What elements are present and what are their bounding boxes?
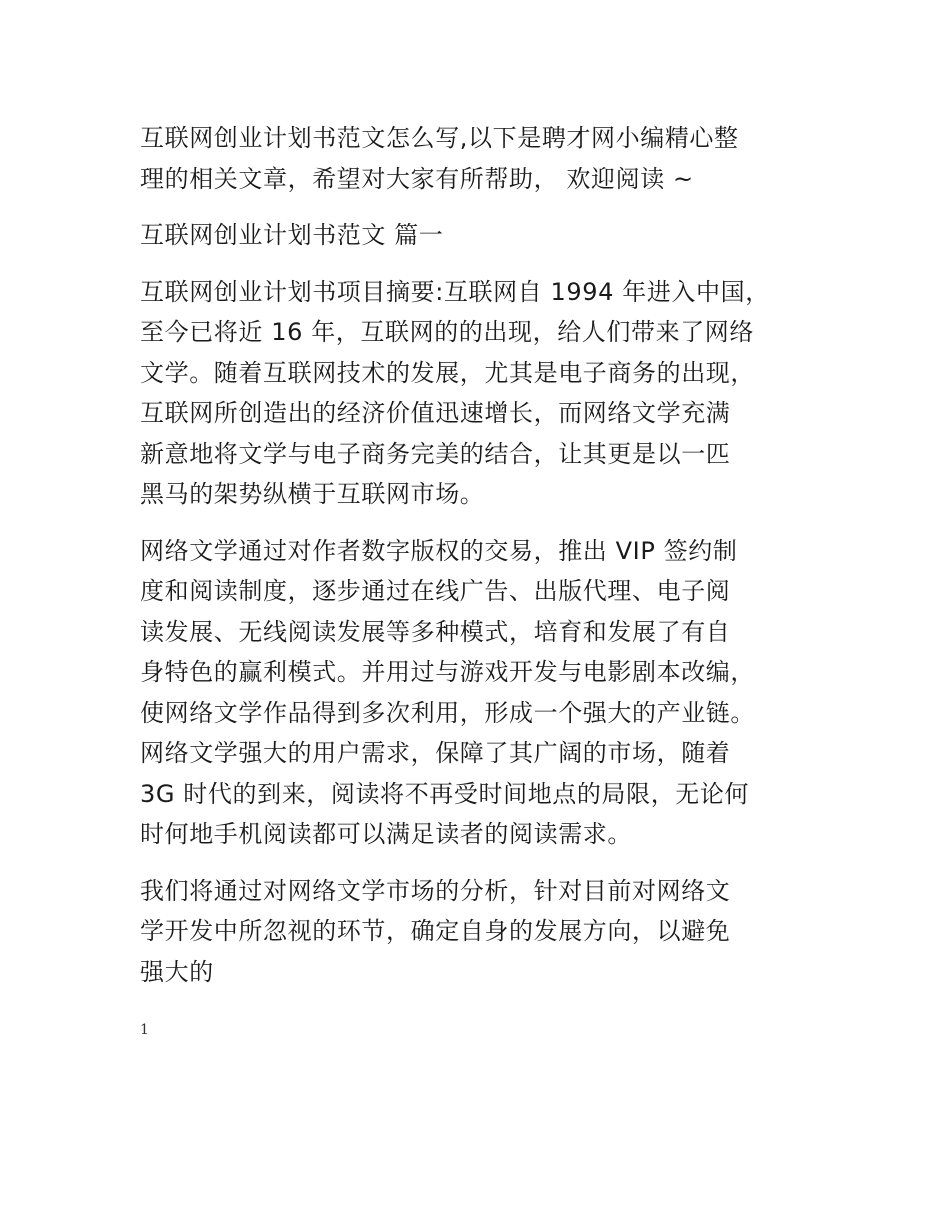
document-body xyxy=(140,118,820,1008)
strategy-paragraph: 我们将通过对网络文学市场的分析，针对目前对网络文 学开发中所忽视的环节，确定自身的发展方向，以避免 强大的 xyxy=(140,876,731,986)
business-model-paragraph: 网络文学通过对作者数字版权的交易，推出 VIP 签约制 度和阅读制度，逐步通过在线广告、出版代理、电子阅 读发展、无线阅读发展等多种模式，培育和发展了有自 身特色的赢利模式。并用过与游戏开发与电影剧本改编， 使网络文学作品得到多次利用，形成一个强大的产业链。 网络文学强大的用户需求，保障了其广阔的市场，随着 3G 时代的到来，阅读将不再受时间地点的局限，无论何 时何地手机阅读都可以满足读者的阅读需求。 xyxy=(140,536,755,848)
page-number: 1 xyxy=(140,1022,149,1038)
section-heading: 互联网创业计划书范文 篇一 xyxy=(140,221,444,249)
summary-paragraph: 互联网创业计划书项目摘要:互联网自 1994 年进入中国， 至今已将近 16 年，互联网的的出现，给人们带来了网络 文学。随着互联网技术的发展，尤其是电子商务的出现， 互联网所创造出的经济价值迅速增长，而网络文学充满 新意地将文学与电子商务完美的结合，让其更是以一匹 黑马的架势纵横于互联网市场。 xyxy=(140,277,770,508)
intro-paragraph: 互联网创业计划书范文怎么写,以下是聘才网小编精心整 理的相关文章，希望对大家有所帮助， 欢迎阅读 ~ xyxy=(140,124,739,193)
